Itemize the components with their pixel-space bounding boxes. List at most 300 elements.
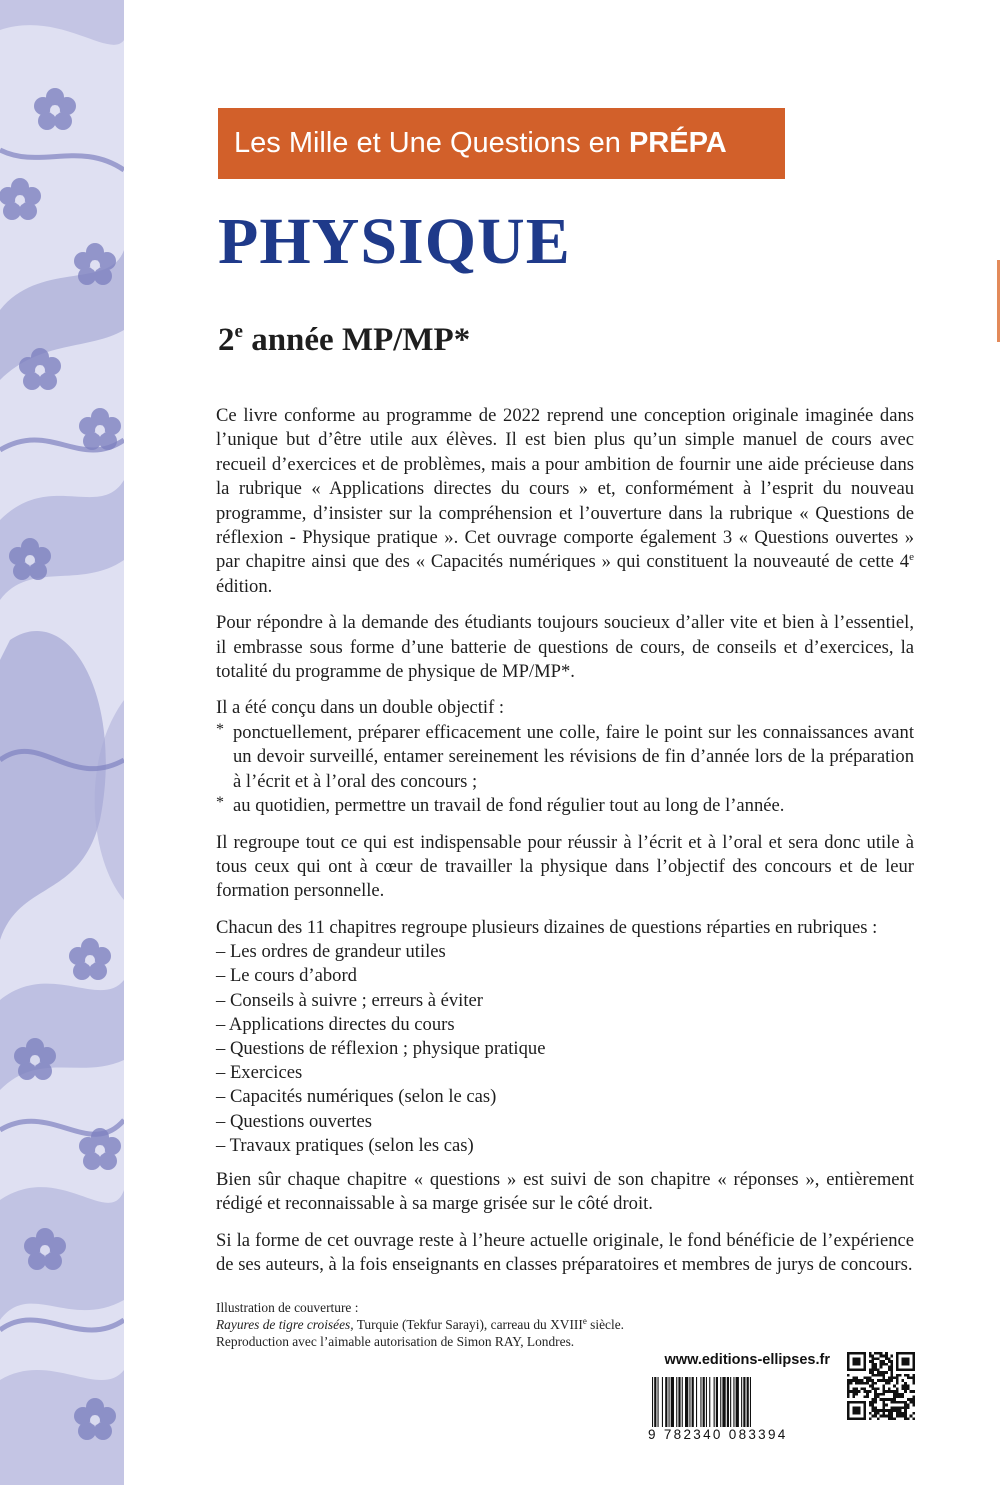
qr-module xyxy=(907,1374,910,1377)
qr-module xyxy=(893,1393,896,1396)
list-item xyxy=(216,721,914,794)
qr-module xyxy=(885,1379,888,1382)
qr-module xyxy=(891,1415,894,1418)
paragraph-objectives: Il a été conçu dans un double objectif : xyxy=(216,697,505,719)
list-item: – Questions ouvertes xyxy=(216,1110,372,1132)
qr-module xyxy=(896,1390,899,1393)
qr-module xyxy=(904,1417,907,1420)
qr-module xyxy=(888,1409,891,1412)
qr-module xyxy=(882,1412,885,1415)
qr-module xyxy=(899,1415,902,1418)
qr-module xyxy=(874,1374,877,1377)
qr-module xyxy=(874,1366,877,1369)
list-item: – Exercices xyxy=(216,1062,303,1084)
qr-module xyxy=(880,1352,883,1355)
qr-module xyxy=(888,1379,891,1382)
qr-module xyxy=(885,1409,888,1412)
qr-module xyxy=(882,1398,885,1401)
qr-module xyxy=(891,1379,894,1382)
qr-module xyxy=(891,1371,894,1374)
qr-module xyxy=(880,1415,883,1418)
list-item: – Questions de réflexion ; physique pratique xyxy=(216,1037,546,1059)
qr-module xyxy=(877,1387,880,1390)
qr-module xyxy=(874,1396,877,1399)
series-banner xyxy=(218,108,785,179)
qr-module xyxy=(910,1376,913,1379)
barcode-bar xyxy=(716,1377,718,1427)
qr-module xyxy=(869,1401,872,1404)
rubrics-list xyxy=(216,940,914,1158)
qr-module xyxy=(847,1387,850,1390)
book-subtitle xyxy=(218,310,470,362)
qr-module xyxy=(847,1385,850,1388)
qr-module xyxy=(869,1355,872,1358)
paragraph-intro-end: édition. xyxy=(216,575,273,597)
qr-module xyxy=(891,1363,894,1366)
back-cover-text xyxy=(216,404,914,1290)
paragraph-intro-text: Ce livre conforme au programme de 2022 reprend une conception originale imaginée dans l’unique but d’être utile aux élèves. Il est bien plus qu’un simple manuel de cours avec recueil d’exercices et de problèmes, mais a pour ambition de fournir une aide précieuse dans la rubrique « Applications directes du cours » et, conformément à l’esprit du nouveau programme, d’insister sur la compréhension et l’ouverture dans la rubrique « Questions de réflexion - Physique pratique ». Cet ouvrage comporte également 3 « Questions ouvertes » par chapitre ainsi que des « Capacités numériques » qui constituent la nouveauté de cette 4 xyxy=(216,405,914,573)
qr-module xyxy=(885,1363,888,1366)
qr-module xyxy=(896,1374,899,1377)
qr-module xyxy=(891,1355,894,1358)
qr-module xyxy=(891,1406,894,1409)
qr-module xyxy=(847,1379,850,1382)
qr-module xyxy=(888,1368,891,1371)
paragraph-chapters: Chacun des 11 chapitres regroupe plusieurs dizaines de questions réparties en rubriques : xyxy=(216,916,878,938)
qr-module xyxy=(896,1382,899,1385)
qr-module xyxy=(874,1357,877,1360)
qr-module xyxy=(852,1390,855,1393)
qr-module xyxy=(858,1382,861,1385)
barcode-number: 9 782340 083394 xyxy=(648,1427,788,1442)
qr-module xyxy=(893,1406,896,1409)
qr-module xyxy=(863,1390,866,1393)
list-item: – Le cours d’abord xyxy=(216,965,357,987)
qr-module xyxy=(904,1409,907,1412)
qr-module xyxy=(863,1376,866,1379)
qr-module xyxy=(871,1401,874,1404)
qr-module xyxy=(907,1376,910,1379)
qr-module xyxy=(901,1412,904,1415)
qr-module xyxy=(874,1415,877,1418)
barcode-bar xyxy=(727,1377,729,1427)
qr-module xyxy=(847,1374,850,1377)
qr-module xyxy=(869,1376,872,1379)
qr-module xyxy=(891,1398,894,1401)
qr-module xyxy=(874,1393,877,1396)
qr-module xyxy=(912,1417,915,1420)
qr-module xyxy=(855,1379,858,1382)
qr-module xyxy=(882,1401,885,1404)
qr-module xyxy=(912,1396,915,1399)
qr-module xyxy=(871,1382,874,1385)
qr-module xyxy=(880,1379,883,1382)
qr-module xyxy=(874,1368,877,1371)
credits-artwork xyxy=(216,1316,696,1333)
qr-module xyxy=(877,1417,880,1420)
qr-module xyxy=(912,1404,915,1407)
qr-module xyxy=(858,1390,861,1393)
qr-module xyxy=(877,1412,880,1415)
qr-module xyxy=(861,1382,864,1385)
qr-module xyxy=(871,1409,874,1412)
qr-module xyxy=(869,1412,872,1415)
qr-module xyxy=(869,1385,872,1388)
barcode-bar xyxy=(709,1377,710,1427)
barcode-bar xyxy=(685,1377,688,1427)
qr-module xyxy=(899,1393,902,1396)
qr-module xyxy=(882,1363,885,1366)
qr-module xyxy=(866,1382,869,1385)
qr-module xyxy=(871,1387,874,1390)
barcode-bar xyxy=(736,1377,739,1427)
qr-finder xyxy=(901,1357,909,1365)
barcode-bar xyxy=(743,1377,745,1427)
cover-illustration-strip xyxy=(0,0,124,1485)
qr-module xyxy=(896,1379,899,1382)
qr-module xyxy=(882,1355,885,1358)
qr-module xyxy=(891,1360,894,1363)
qr-module xyxy=(866,1390,869,1393)
qr-module xyxy=(888,1387,891,1390)
qr-module xyxy=(882,1404,885,1407)
qr-module xyxy=(871,1360,874,1363)
barcode-bar xyxy=(741,1377,742,1427)
qr-module xyxy=(866,1379,869,1382)
qr-module xyxy=(899,1412,902,1415)
illustration-credits xyxy=(216,1299,696,1350)
qr-module xyxy=(891,1409,894,1412)
qr-module xyxy=(880,1398,883,1401)
paragraph-authors: Si la forme de cet ouvrage reste à l’heure actuelle originale, le fond bénéficie de l’expérience de ses auteurs, à la fois enseignants en classes préparatoires et membres de jurys de concours. xyxy=(216,1229,914,1276)
artwork-century-end: siècle. xyxy=(586,1317,625,1332)
barcode-bar xyxy=(733,1377,734,1427)
qr-module xyxy=(910,1415,913,1418)
qr-module xyxy=(882,1409,885,1412)
qr-module xyxy=(891,1374,894,1377)
qr-module xyxy=(855,1382,858,1385)
barcode-bar xyxy=(714,1377,715,1427)
paragraph-answers: Bien sûr chaque chapitre « questions » est suivi de son chapitre « réponses », entièrement rédigé et reconnaissable à sa marge grisée sur le côté droit. xyxy=(216,1168,914,1215)
qr-module xyxy=(882,1406,885,1409)
qr-module xyxy=(888,1390,891,1393)
qr-module xyxy=(901,1379,904,1382)
qr-module xyxy=(877,1368,880,1371)
qr-module xyxy=(904,1415,907,1418)
qr-module xyxy=(899,1401,902,1404)
qr-module xyxy=(896,1376,899,1379)
qr-module xyxy=(910,1401,913,1404)
qr-module xyxy=(882,1374,885,1377)
qr-module xyxy=(891,1368,894,1371)
qr-module xyxy=(861,1387,864,1390)
qr-module xyxy=(874,1363,877,1366)
qr-module xyxy=(885,1382,888,1385)
qr-module xyxy=(877,1393,880,1396)
qr-module xyxy=(866,1396,869,1399)
qr-module xyxy=(899,1396,902,1399)
barcode-bar xyxy=(703,1377,705,1427)
qr-module xyxy=(901,1401,904,1404)
qr-module xyxy=(871,1357,874,1360)
qr-module xyxy=(888,1357,891,1360)
qr-module xyxy=(896,1409,899,1412)
qr-module xyxy=(899,1374,902,1377)
qr-module xyxy=(912,1379,915,1382)
qr-module xyxy=(871,1385,874,1388)
list-item: – Les ordres de grandeur utiles xyxy=(216,941,446,963)
barcode-bar xyxy=(652,1377,653,1427)
qr-module xyxy=(896,1406,899,1409)
qr-module xyxy=(891,1417,894,1420)
qr-module xyxy=(907,1406,910,1409)
qr-module xyxy=(847,1396,850,1399)
qr-module xyxy=(910,1398,913,1401)
barcode-bar xyxy=(722,1377,725,1427)
qr-module xyxy=(910,1390,913,1393)
series-highlight: PRÉPA xyxy=(628,127,727,159)
qr-module xyxy=(893,1417,896,1420)
bullet-text: au quotidien, permettre un travail de fond régulier tout au long de l’année. xyxy=(233,795,785,817)
qr-module xyxy=(896,1396,899,1399)
qr-module xyxy=(882,1379,885,1382)
barcode-bar xyxy=(669,1377,670,1427)
qr-module xyxy=(863,1396,866,1399)
qr-module xyxy=(874,1412,877,1415)
list-item: – Conseils à suivre ; erreurs à éviter xyxy=(216,989,483,1011)
bullet-mark: * xyxy=(216,720,224,738)
barcode-icon xyxy=(652,1377,830,1427)
bullet-text: ponctuellement, préparer efficacement une colle, faire le point sur les connaissances avant un devoir surveillé, entamer sereinement les révisions de fin d’année lors de la préparation à l’écrit et à l’oral des concours ; xyxy=(233,721,914,792)
qr-module xyxy=(871,1363,874,1366)
paragraph-scope: Pour répondre à la demande des étudiants toujours soucieux d’aller vite et bien à l’essentiel, il embrasse sous forme d’une batterie de questions de cours, de conseils et d’exercices, la totalité du programme de physique de MP/MP*. xyxy=(216,612,914,683)
qr-finder xyxy=(852,1357,860,1365)
qr-code-icon xyxy=(847,1352,915,1420)
credits-heading: Illustration de couverture : xyxy=(216,1300,359,1315)
qr-module xyxy=(899,1406,902,1409)
qr-module xyxy=(912,1376,915,1379)
qr-module xyxy=(891,1390,894,1393)
qr-module xyxy=(850,1379,853,1382)
qr-module xyxy=(888,1382,891,1385)
qr-module xyxy=(858,1379,861,1382)
qr-module xyxy=(896,1393,899,1396)
qr-module xyxy=(882,1415,885,1418)
qr-module xyxy=(855,1376,858,1379)
qr-module xyxy=(869,1390,872,1393)
qr-module xyxy=(901,1385,904,1388)
qr-module xyxy=(871,1355,874,1358)
qr-finder xyxy=(852,1406,860,1414)
qr-module xyxy=(869,1404,872,1407)
qr-module xyxy=(874,1390,877,1393)
barcode-bar xyxy=(682,1377,683,1427)
barcode-bar xyxy=(692,1377,694,1427)
qr-module xyxy=(901,1406,904,1409)
qr-module xyxy=(901,1387,904,1390)
qr-module xyxy=(869,1352,872,1355)
publisher-website[interactable]: www.editions-ellipses.fr xyxy=(664,1352,830,1368)
qr-module xyxy=(874,1409,877,1412)
qr-module xyxy=(882,1385,885,1388)
qr-module xyxy=(885,1371,888,1374)
artwork-title: Rayures de tigre croisées, xyxy=(216,1317,354,1332)
qr-module xyxy=(880,1363,883,1366)
qr-module xyxy=(866,1393,869,1396)
qr-module xyxy=(852,1376,855,1379)
subtitle-number: 2 xyxy=(218,322,235,358)
qr-module xyxy=(891,1366,894,1369)
qr-module xyxy=(893,1396,896,1399)
qr-module xyxy=(871,1398,874,1401)
paragraph-intro xyxy=(216,404,914,599)
qr-module xyxy=(885,1404,888,1407)
qr-module xyxy=(861,1379,864,1382)
qr-module xyxy=(893,1390,896,1393)
qr-module xyxy=(871,1374,874,1377)
qr-module xyxy=(850,1382,853,1385)
qr-module xyxy=(847,1393,850,1396)
qr-module xyxy=(874,1352,877,1355)
barcode-bar xyxy=(676,1377,677,1427)
qr-module xyxy=(904,1382,907,1385)
qr-module xyxy=(877,1379,880,1382)
qr-module xyxy=(874,1382,877,1385)
qr-module xyxy=(907,1417,910,1420)
barcode-bar xyxy=(696,1377,697,1427)
qr-module xyxy=(882,1387,885,1390)
barcode-bar xyxy=(678,1377,680,1427)
qr-module xyxy=(882,1360,885,1363)
qr-module xyxy=(850,1390,853,1393)
qr-module xyxy=(912,1401,915,1404)
qr-module xyxy=(904,1406,907,1409)
qr-module xyxy=(877,1409,880,1412)
qr-module xyxy=(866,1376,869,1379)
qr-module xyxy=(882,1393,885,1396)
qr-module xyxy=(901,1396,904,1399)
qr-module xyxy=(893,1409,896,1412)
qr-module xyxy=(907,1385,910,1388)
qr-module xyxy=(880,1374,883,1377)
qr-module xyxy=(852,1379,855,1382)
qr-module xyxy=(907,1387,910,1390)
qr-module xyxy=(882,1371,885,1374)
qr-module xyxy=(880,1360,883,1363)
qr-module xyxy=(888,1366,891,1369)
qr-module xyxy=(891,1376,894,1379)
qr-module xyxy=(869,1417,872,1420)
artwork-origin: Turquie (Tekfur Sarayi), carreau du XVIII xyxy=(353,1317,583,1332)
barcode-bar xyxy=(671,1377,674,1427)
qr-module xyxy=(880,1371,883,1374)
qr-module xyxy=(885,1357,888,1360)
qr-module xyxy=(891,1401,894,1404)
paragraph-audience: Il regroupe tout ce qui est indispensable pour réussir à l’écrit et à l’oral et sera donc utile à tous ceux qui ont à cœur de travailler la physique dans l’objectif des concours et de leur formation personnelle. xyxy=(216,831,914,902)
qr-module xyxy=(852,1393,855,1396)
qr-module xyxy=(896,1401,899,1404)
qr-module xyxy=(904,1404,907,1407)
qr-module xyxy=(893,1385,896,1388)
qr-module xyxy=(880,1366,883,1369)
qr-module xyxy=(869,1360,872,1363)
qr-module xyxy=(901,1415,904,1418)
qr-module xyxy=(877,1371,880,1374)
qr-module xyxy=(877,1352,880,1355)
qr-module xyxy=(912,1374,915,1377)
qr-module xyxy=(874,1406,877,1409)
qr-module xyxy=(869,1368,872,1371)
qr-module xyxy=(852,1387,855,1390)
qr-module xyxy=(888,1417,891,1420)
qr-module xyxy=(896,1412,899,1415)
qr-module xyxy=(891,1412,894,1415)
qr-module xyxy=(888,1412,891,1415)
barcode-bar xyxy=(730,1377,731,1427)
series-name: Les Mille et Une Questions en xyxy=(234,127,629,159)
qr-module xyxy=(885,1398,888,1401)
qr-module xyxy=(855,1390,858,1393)
qr-module xyxy=(893,1398,896,1401)
qr-module xyxy=(871,1404,874,1407)
qr-module xyxy=(893,1401,896,1404)
qr-module xyxy=(896,1415,899,1418)
subtitle-rest: année MP/MP* xyxy=(242,322,471,358)
barcode-bar xyxy=(658,1377,659,1427)
list-item: – Applications directes du cours xyxy=(216,1013,455,1035)
qr-module xyxy=(899,1409,902,1412)
list-item xyxy=(216,794,914,818)
barcode-bar xyxy=(665,1377,667,1427)
barcode-bar xyxy=(654,1377,656,1427)
qr-module xyxy=(877,1396,880,1399)
qr-module xyxy=(871,1415,874,1418)
qr-module xyxy=(888,1398,891,1401)
qr-module xyxy=(912,1412,915,1415)
qr-module xyxy=(912,1398,915,1401)
barcode-bar xyxy=(662,1377,663,1427)
barcode-bar xyxy=(700,1377,701,1427)
qr-module xyxy=(871,1371,874,1374)
qr-module xyxy=(874,1398,877,1401)
qr-module xyxy=(904,1374,907,1377)
qr-module xyxy=(885,1390,888,1393)
book-title: PHYSIQUE xyxy=(218,205,571,278)
century-sup: e xyxy=(582,1316,587,1326)
qr-module xyxy=(901,1393,904,1396)
qr-module xyxy=(907,1398,910,1401)
qr-module xyxy=(847,1390,850,1393)
qr-module xyxy=(904,1390,907,1393)
qr-module xyxy=(904,1385,907,1388)
qr-module xyxy=(896,1387,899,1390)
barcode-bar xyxy=(747,1377,749,1427)
bullet-mark: * xyxy=(216,794,224,812)
qr-module xyxy=(869,1371,872,1374)
qr-module xyxy=(912,1390,915,1393)
barcode-bar xyxy=(689,1377,690,1427)
qr-module xyxy=(882,1376,885,1379)
qr-module xyxy=(871,1366,874,1369)
qr-module xyxy=(869,1379,872,1382)
tile-pattern xyxy=(0,0,124,1485)
qr-module xyxy=(852,1396,855,1399)
qr-module xyxy=(904,1387,907,1390)
qr-module xyxy=(888,1360,891,1363)
list-item: – Capacités numériques (selon le cas) xyxy=(216,1086,497,1108)
qr-module xyxy=(871,1406,874,1409)
barcode-bar xyxy=(750,1377,751,1427)
